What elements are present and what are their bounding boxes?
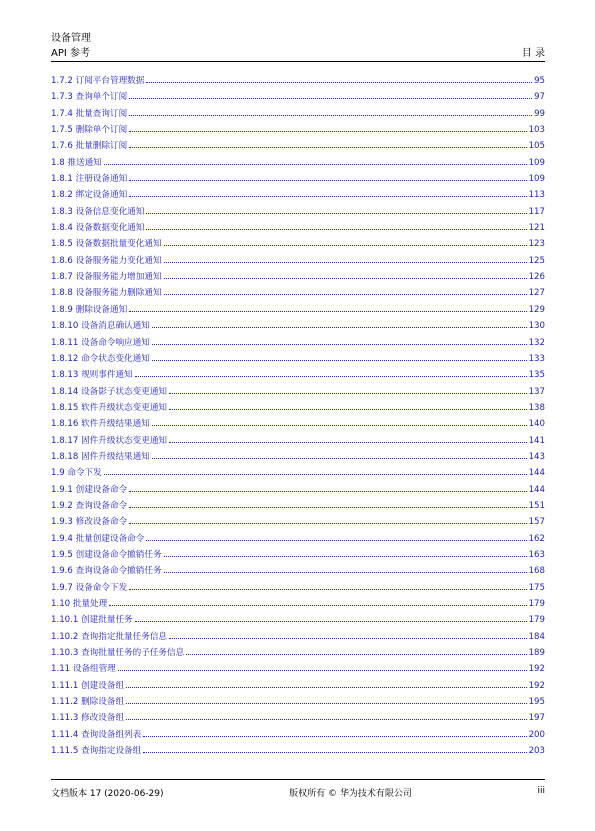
toc-entry-page[interactable]: 151	[528, 500, 545, 511]
toc-dot-leader	[164, 556, 527, 557]
toc-dot-leader	[104, 164, 527, 165]
toc-entry-title[interactable]: 1.10.3 查询批量任务的子任务信息	[51, 648, 185, 659]
toc-dot-leader	[109, 605, 526, 606]
toc-entry[interactable]	[51, 417, 545, 433]
toc-entry-title[interactable]: 1.8.7 设备服务能力增加通知	[51, 272, 162, 283]
toc-entry-page[interactable]: 138	[528, 402, 545, 413]
toc-entry[interactable]	[51, 597, 545, 613]
toc-dot-leader	[129, 196, 526, 197]
toc-entry[interactable]	[51, 532, 545, 548]
table-of-contents	[51, 74, 545, 760]
toc-entry-page[interactable]: 137	[528, 386, 545, 397]
toc-entry-title[interactable]: 1.8.8 设备服务能力删除通知	[51, 288, 162, 299]
toc-entry-page[interactable]: 109	[528, 157, 545, 168]
toc-entry-title[interactable]: 1.8.14 设备影子状态变更通知	[51, 386, 168, 397]
toc-entry-page[interactable]: 144	[528, 484, 545, 495]
toc-dot-leader	[164, 245, 527, 246]
toc-entry[interactable]	[51, 744, 545, 760]
toc-entry[interactable]	[51, 156, 545, 172]
toc-entry-page[interactable]: 135	[528, 370, 545, 381]
toc-entry[interactable]	[51, 237, 545, 253]
toc-dot-leader	[126, 703, 527, 704]
toc-entry-title[interactable]: 1.10.2 查询指定批量任务信息	[51, 631, 168, 642]
toc-dot-leader	[129, 98, 532, 99]
toc-entry-title[interactable]: 1.8.12 命令状态变化通知	[51, 353, 150, 364]
toc-entry-page[interactable]: 157	[528, 517, 545, 528]
toc-entry[interactable]	[51, 434, 545, 450]
toc-entry-page[interactable]: 200	[528, 729, 545, 740]
toc-entry-page[interactable]: 143	[528, 451, 545, 462]
toc-dot-leader	[126, 687, 527, 688]
toc-dot-leader	[164, 278, 527, 279]
toc-entry-page[interactable]: 179	[528, 599, 545, 609]
toc-dot-leader	[129, 131, 526, 132]
toc-entry-title[interactable]: 1.8.5 设备数据批量变化通知	[51, 239, 162, 250]
toc-entry-title[interactable]: 1.11.4 查询设备组列表	[51, 729, 142, 740]
toc-entry[interactable]	[51, 221, 545, 237]
toc-dot-leader	[164, 572, 527, 573]
section-name: 目 录	[521, 48, 545, 59]
toc-entry-page[interactable]: 203	[528, 746, 545, 757]
toc-entry[interactable]	[51, 172, 545, 188]
toc-entry-title[interactable]: 1.9.5 创建设备命令撤销任务	[51, 549, 162, 560]
toc-entry-title[interactable]: 1.8.17 固件升级状态变更通知	[51, 435, 168, 446]
toc-entry[interactable]	[51, 515, 545, 531]
toc-entry-page[interactable]: 133	[528, 353, 545, 364]
toc-entry-title[interactable]: 1.11.1 创建设备组	[51, 680, 125, 691]
toc-entry[interactable]	[51, 679, 545, 695]
toc-dot-leader	[169, 393, 527, 394]
page-footer	[51, 779, 545, 799]
toc-entry[interactable]	[51, 711, 545, 727]
document-version: 文档版本 17 (2020-06-29)	[51, 789, 164, 799]
toc-dot-leader	[164, 294, 527, 295]
toc-dot-leader	[129, 180, 526, 181]
toc-dot-leader	[152, 458, 527, 459]
toc-entry-title[interactable]: 1.11.3 修改设备组	[51, 713, 125, 724]
toc-entry-page[interactable]: 132	[528, 337, 545, 348]
toc-dot-leader	[169, 442, 527, 443]
toc-entry-title[interactable]: 1.7.6 批量删除订阅	[51, 141, 128, 152]
toc-entry-title[interactable]: 1.10.1 创建批量任务	[51, 615, 133, 626]
toc-entry-page[interactable]: 197	[528, 713, 545, 724]
toc-entry-page[interactable]: 113	[528, 190, 545, 201]
toc-dot-leader	[143, 752, 526, 753]
toc-entry-page[interactable]: 117	[528, 206, 545, 217]
toc-dot-leader	[146, 540, 526, 541]
toc-entry[interactable]	[51, 270, 545, 286]
toc-dot-leader	[129, 147, 526, 148]
toc-entry[interactable]	[51, 188, 545, 204]
toc-entry-title[interactable]: 1.8.11 设备命令响应通知	[51, 337, 150, 348]
toc-dot-leader	[152, 327, 527, 328]
toc-entry-title[interactable]: 1.10 批量处理	[51, 599, 108, 609]
toc-dot-leader	[129, 523, 526, 524]
toc-entry[interactable]	[51, 662, 545, 678]
toc-entry-title[interactable]: 1.8.18 固件升级结果通知	[51, 451, 150, 462]
toc-dot-leader	[169, 638, 527, 639]
toc-entry-page[interactable]: 123	[528, 239, 545, 250]
toc-entry-title[interactable]: 1.8.1 注册设备通知	[51, 174, 128, 185]
toc-entry-title[interactable]: 1.7.3 查询单个订阅	[51, 92, 128, 103]
toc-entry[interactable]	[51, 319, 545, 335]
toc-entry-title[interactable]: 1.9.2 查询设备命令	[51, 500, 128, 511]
toc-entry[interactable]	[51, 728, 545, 744]
toc-entry-page[interactable]: 105	[528, 141, 545, 152]
toc-entry-page[interactable]: 99	[534, 108, 545, 119]
toc-entry-title[interactable]: 1.7.2 订阅平台管理数据	[51, 76, 145, 86]
toc-entry[interactable]	[51, 646, 545, 662]
toc-entry-title[interactable]: 1.9.1 创建设备命令	[51, 484, 128, 495]
toc-entry-title[interactable]: 1.9.4 批量创建设备命令	[51, 533, 145, 544]
toc-dot-leader	[152, 360, 527, 361]
toc-dot-leader	[152, 344, 527, 345]
toc-entry-title[interactable]: 1.8 推送通知	[51, 157, 102, 168]
document-title: 设备管理	[51, 33, 91, 44]
toc-dot-leader	[129, 491, 526, 492]
toc-dot-leader	[152, 425, 527, 426]
toc-dot-leader	[104, 474, 527, 475]
toc-entry-title[interactable]: 1.11.5 查询指定设备组	[51, 746, 142, 757]
copyright-notice: 版权所有 © 华为技术有限公司	[289, 789, 412, 799]
toc-entry-page[interactable]: 192	[528, 664, 545, 675]
toc-entry-page[interactable]: 103	[528, 125, 545, 136]
toc-dot-leader	[129, 311, 526, 312]
toc-entry[interactable]	[51, 107, 545, 123]
toc-entry-title[interactable]: 1.9.3 修改设备命令	[51, 517, 128, 528]
toc-entry-title[interactable]: 1.8.15 软件升级状态变更通知	[51, 402, 168, 413]
toc-entry-title[interactable]: 1.8.3 设备信息变化通知	[51, 206, 145, 217]
footer-row	[51, 780, 545, 799]
toc-entry[interactable]	[51, 254, 545, 270]
toc-entry-title[interactable]: 1.8.16 软件升级结果通知	[51, 419, 150, 430]
toc-entry[interactable]	[51, 286, 545, 302]
toc-entry-page[interactable]: 192	[528, 680, 545, 691]
toc-dot-leader	[146, 82, 532, 83]
toc-entry[interactable]	[51, 695, 545, 711]
toc-entry-title[interactable]: 1.9 命令下发	[51, 468, 102, 479]
toc-dot-leader	[118, 670, 527, 671]
toc-entry[interactable]	[51, 74, 545, 90]
toc-entry-page[interactable]: 125	[528, 255, 545, 266]
toc-entry-page[interactable]: 127	[528, 288, 545, 299]
toc-dot-leader	[143, 736, 526, 737]
toc-entry-page[interactable]: 126	[528, 272, 545, 283]
toc-entry[interactable]	[51, 123, 545, 139]
toc-entry[interactable]	[51, 613, 545, 629]
toc-entry[interactable]	[51, 352, 545, 368]
toc-entry[interactable]	[51, 303, 545, 319]
toc-entry[interactable]	[51, 548, 545, 564]
toc-entry-page[interactable]: 95	[534, 76, 545, 86]
toc-entry-page[interactable]: 189	[528, 648, 545, 659]
toc-dot-leader	[169, 409, 527, 410]
toc-entry-page[interactable]: 109	[528, 174, 545, 185]
toc-entry[interactable]	[51, 450, 545, 466]
toc-entry-page[interactable]: 121	[528, 223, 545, 234]
toc-dot-leader	[186, 654, 526, 655]
toc-entry-page[interactable]: 179	[528, 615, 545, 626]
toc-entry[interactable]	[51, 564, 545, 580]
toc-dot-leader	[164, 262, 527, 263]
page-number: iii	[537, 786, 545, 796]
toc-dot-leader	[135, 621, 527, 622]
toc-entry[interactable]	[51, 483, 545, 499]
toc-entry[interactable]	[51, 466, 545, 482]
toc-entry-page[interactable]: 184	[528, 631, 545, 642]
toc-entry-title[interactable]: 1.7.5 删除单个订阅	[51, 125, 128, 136]
toc-entry[interactable]	[51, 336, 545, 352]
toc-entry-page[interactable]: 195	[528, 697, 545, 708]
toc-dot-leader	[129, 589, 526, 590]
toc-dot-leader	[129, 115, 532, 116]
toc-entry-title[interactable]: 1.8.13 规则事件通知	[51, 370, 133, 381]
toc-entry[interactable]	[51, 630, 545, 646]
toc-entry[interactable]	[51, 90, 545, 106]
toc-entry-title[interactable]: 1.8.2 绑定设备通知	[51, 190, 128, 201]
toc-entry[interactable]	[51, 205, 545, 221]
toc-entry-page[interactable]: 129	[528, 304, 545, 315]
toc-entry-page[interactable]: 168	[528, 566, 545, 577]
toc-entry[interactable]	[51, 401, 545, 417]
toc-entry[interactable]	[51, 385, 545, 401]
toc-entry-title[interactable]: 1.9.6 查询设备命令撤销任务	[51, 566, 162, 577]
toc-entry-title[interactable]: 1.8.10 设备消息确认通知	[51, 321, 150, 332]
toc-entry[interactable]	[51, 139, 545, 155]
toc-entry[interactable]	[51, 581, 545, 597]
toc-entry-page[interactable]: 141	[528, 435, 545, 446]
toc-entry-title[interactable]: 1.8.6 设备服务能力变化通知	[51, 255, 162, 266]
toc-dot-leader	[146, 229, 526, 230]
header-row	[51, 48, 545, 60]
toc-entry-page[interactable]: 140	[528, 419, 545, 430]
toc-entry-page[interactable]: 162	[528, 533, 545, 544]
toc-dot-leader	[146, 213, 526, 214]
toc-dot-leader	[129, 507, 526, 508]
toc-entry-title[interactable]: 1.11.2 删除设备组	[51, 697, 125, 708]
page-header	[51, 33, 545, 60]
toc-dot-leader	[126, 719, 527, 720]
toc-entry-title[interactable]: 1.7.4 批量查询订阅	[51, 108, 128, 119]
toc-entry-title[interactable]: 1.9.7 设备命令下发	[51, 582, 128, 593]
document-subtitle: API 参考	[51, 48, 90, 59]
toc-entry-page[interactable]: 163	[528, 549, 545, 560]
toc-entry-title[interactable]: 1.8.9 删除设备通知	[51, 304, 128, 315]
toc-dot-leader	[135, 376, 527, 377]
toc-entry-page[interactable]: 97	[534, 92, 545, 103]
toc-entry[interactable]	[51, 368, 545, 384]
header-divider	[51, 61, 545, 62]
toc-entry-title[interactable]: 1.8.4 设备数据变化通知	[51, 223, 145, 234]
toc-entry-page[interactable]: 175	[528, 582, 545, 593]
toc-entry-title[interactable]: 1.11 设备组管理	[51, 664, 116, 675]
toc-entry-page[interactable]: 144	[528, 468, 545, 479]
toc-entry[interactable]	[51, 499, 545, 515]
toc-entry-page[interactable]: 130	[528, 321, 545, 332]
